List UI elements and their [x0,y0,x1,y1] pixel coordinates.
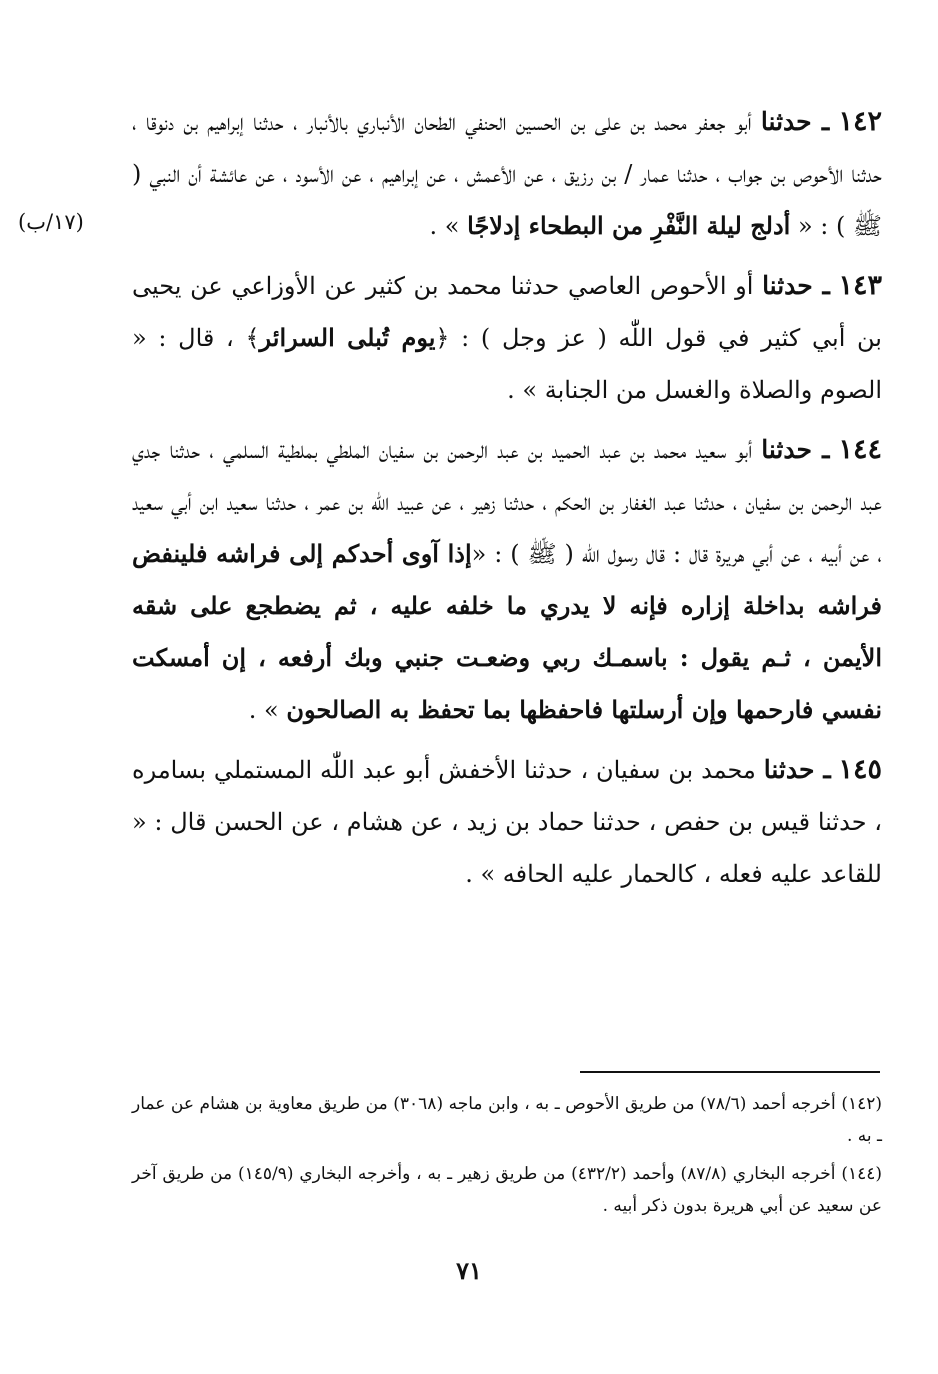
hadith-tail: » . [248,696,287,724]
hadith-lead: ـ حدثنا [761,435,830,464]
hadith-number: ١٤٣ [838,270,883,301]
hadith-tail: ﴾ ، قال : « الصوم والصلاة والغسل من الجنابة » . [132,324,882,404]
footnote: (١٤٢) أخرجه أحمد (٧٨/٦) من طريق الأحوص ـ به ، وابن ماجه (٣٠٦٨) من طريق معاوية بن هشام عن عمار ـ به . [132,1094,882,1146]
hadith-142 [132,96,882,252]
hadith-lead: ـ حدثنا [762,271,830,300]
hadith-number: ١٤٢ [838,106,882,137]
hadith-lead: ـ حدثنا [760,107,830,136]
page-number: ٧١ [456,1256,482,1285]
hadith-text: أو الأحوص العاصي حدثنا محمد بن كثير عن الأوزاعي عن يحيى بن أبي كثير في قول اللّٰه ( عز وجل ) : ﴿ [132,272,882,352]
hadith-text: أبو سعيد محمد بن عبد الحميد بن عبد الرحمن بن سفيان الملطي بملطية السلمي ، حدثنا جدي عبد الرحمن بن سفيان ، حدثنا عبد الغفار بن الحكم ، حدثنا زهير ، عن عبيد اللّٰه بن عمر ، حدثنا سعيد ابن أبي سعيد ، عن أبيه ، عن أبي هريرة قال : قال رسول اللّٰه ( ﷺ ) : « [132,436,882,568]
hadith-143 [132,260,882,416]
hadith-text: محمد بن سفيان ، حدثنا الأخفش أبو عبد اللّٰه المستملي بسامره ، حدثنا قيس بن حفص ، حدثنا حماد بن زيد ، عن هشام ، عن الحسن قال : « للقاعد عليه فعله ، كالحمار عليه الحافه » . [132,756,882,888]
hadith-matn: إذا آوى أحدكم إلى فراشه فلينفض فراشه بداخلة إزاره فإنه لا يدري ما خلفه عليه ، ثم يضطجع على شقه الأيمن ، ثـم يقول : باسمـك ربي وضعـت جنبي وبك أرفعه ، إن أمسكت نفسي فارحمها وإن أرسلتها فاحفظها بما تحفظ به الصالحون [132,539,882,724]
footnotes [132,1088,882,1228]
hadith-text: أبو جعفر محمد بن على بن الحسين الحنفي الطحان الأنباري بالأنبار ، حدثنا إبراهيم بن دنوقا ، حدثنا الأحوص بن جواب ، حدثنا عمار / بن رزيق ، عن الأعمش ، عن إبراهيم ، عن الأسود ، عن عائشة أن النبي ( ﷺ ) : « [132,108,882,240]
hadith-lead: ـ حدثنا [763,755,831,784]
manuscript-folio-marker: (١٧/ب) [18,210,84,234]
hadith-number: ١٤٥ [838,754,882,785]
hadith-matn: يوم تُبلى السرائر [259,323,436,352]
footnote: (١٤٤) أخرجه البخاري (٨٧/٨) وأحمد (٤٣٢/٢) من طريق زهير ـ به ، وأخرجه البخاري (١٤٥/٩) من طريق آخر عن سعيد عن أبي هريرة بدون ذكر أبيه . [132,1164,882,1216]
hadith-number: ١٤٤ [838,434,882,465]
footnote-divider [580,1071,880,1073]
hadith-145 [132,744,882,900]
hadith-tail: » . [429,212,468,240]
hadith-144 [132,424,882,736]
hadith-matn: أدلج ليلة النَّفْرِ من البطحاء إدلاجًا [467,211,791,240]
main-text [132,96,882,908]
